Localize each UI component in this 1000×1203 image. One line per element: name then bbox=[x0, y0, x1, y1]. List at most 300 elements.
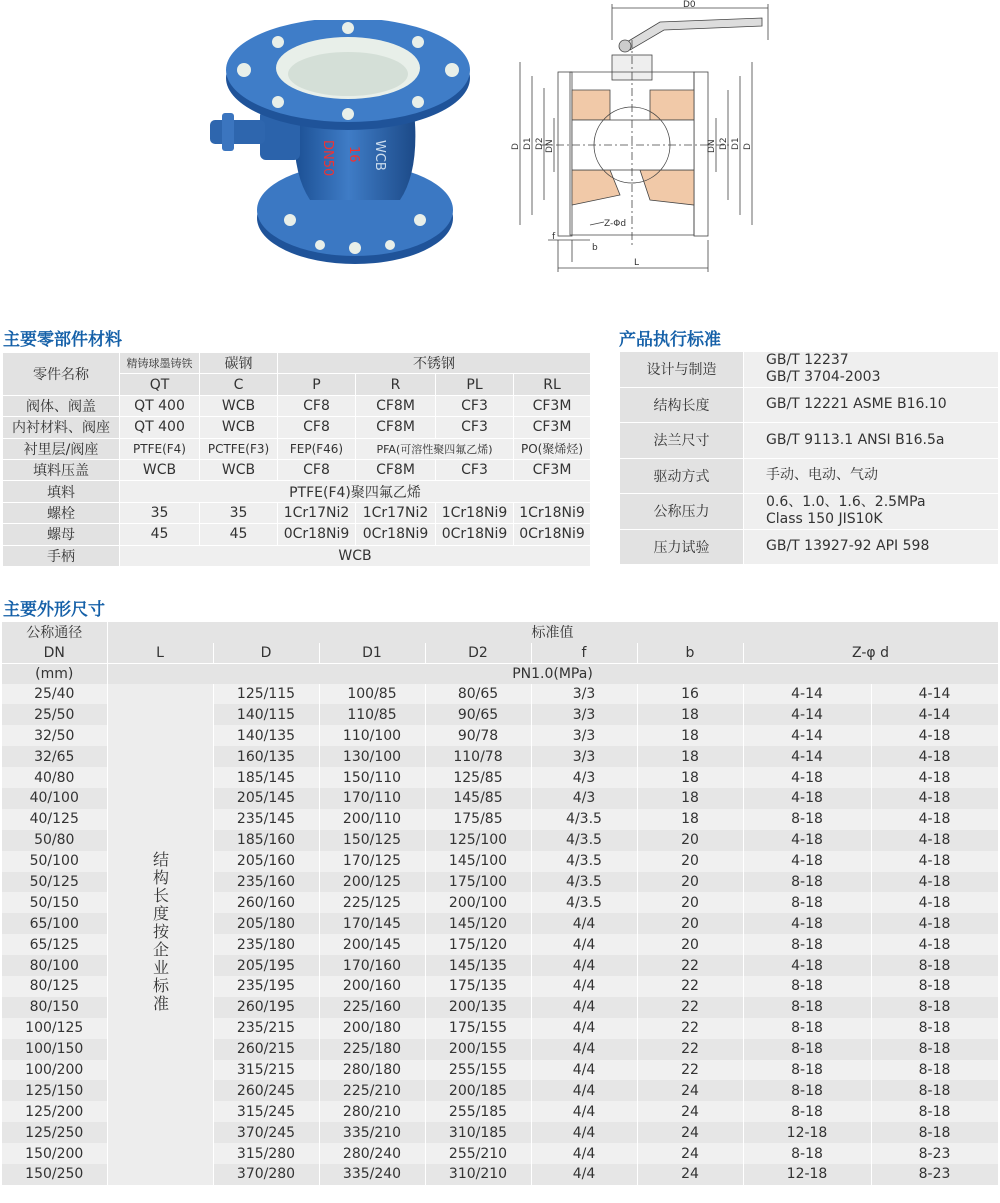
table-cell: 80/100 bbox=[2, 955, 107, 976]
table-cell: 225/160 bbox=[319, 997, 425, 1018]
table-cell: 24 bbox=[637, 1122, 743, 1143]
standard-row bbox=[620, 387, 999, 423]
table-cell: 150/250 bbox=[2, 1164, 107, 1185]
table-cell: 32/50 bbox=[2, 725, 107, 746]
svg-text:D1: D1 bbox=[731, 137, 741, 150]
dimensions-title: 主要外形尺寸 bbox=[3, 600, 105, 620]
cell: 0Cr18Ni9 bbox=[514, 524, 591, 545]
table-cell: 100/125 bbox=[2, 1018, 107, 1039]
table-cell: 4/3.5 bbox=[531, 830, 637, 851]
standards-title: 产品执行标准 bbox=[619, 330, 721, 350]
table-cell: 150/110 bbox=[319, 767, 425, 788]
table-cell: 4/4 bbox=[531, 1164, 637, 1185]
table-cell: 8-18 bbox=[743, 934, 871, 955]
table-cell: 4/3 bbox=[531, 788, 637, 809]
table-cell: 335/240 bbox=[319, 1164, 425, 1185]
table-cell: 125/85 bbox=[425, 767, 531, 788]
table-cell: 315/280 bbox=[213, 1143, 319, 1164]
table-cell: 205/180 bbox=[213, 913, 319, 934]
table-cell: 8-18 bbox=[743, 892, 871, 913]
svg-text:D2: D2 bbox=[719, 137, 729, 150]
table-cell: 175/155 bbox=[425, 1018, 531, 1039]
table-cell: 170/110 bbox=[319, 788, 425, 809]
table-cell: 8-18 bbox=[743, 1143, 871, 1164]
table-cell: 235/195 bbox=[213, 976, 319, 997]
table-cell: 310/185 bbox=[425, 1122, 531, 1143]
cell: CF8 bbox=[278, 459, 356, 480]
standard-value bbox=[744, 352, 999, 388]
svg-text:D: D bbox=[511, 143, 521, 150]
table-cell: 260/195 bbox=[213, 997, 319, 1018]
table-cell: 65/100 bbox=[2, 913, 107, 934]
table-cell: 4-14 bbox=[743, 725, 871, 746]
table-cell: 20 bbox=[637, 830, 743, 851]
table-cell: 8-18 bbox=[743, 1060, 871, 1081]
table-cell: 22 bbox=[637, 997, 743, 1018]
table-cell: 110/100 bbox=[319, 725, 425, 746]
table-cell: 280/180 bbox=[319, 1060, 425, 1081]
table-cell: 205/160 bbox=[213, 851, 319, 872]
head-standard: 标准值 bbox=[107, 622, 998, 643]
table-cell: 8-23 bbox=[871, 1143, 998, 1164]
svg-text:DN: DN bbox=[707, 139, 717, 153]
table-cell: 4-18 bbox=[743, 788, 871, 809]
cell: 0Cr18Ni9 bbox=[436, 524, 514, 545]
table-cell: 280/240 bbox=[319, 1143, 425, 1164]
svg-text:DN50: DN50 bbox=[320, 140, 335, 177]
cell: CF3M bbox=[514, 417, 591, 438]
cell: 45 bbox=[120, 524, 200, 545]
part-name: 螺栓 bbox=[3, 502, 120, 523]
table-cell: 130/100 bbox=[319, 746, 425, 767]
standard-value-line: GB/T 13927-92 API 598 bbox=[766, 538, 930, 555]
table-cell: 18 bbox=[637, 746, 743, 767]
table-cell: 8-18 bbox=[743, 1018, 871, 1039]
cell: PCTFE(F3) bbox=[200, 438, 278, 459]
table-cell: 175/100 bbox=[425, 872, 531, 893]
table-cell: 4-18 bbox=[743, 955, 871, 976]
table-cell: 4-18 bbox=[743, 767, 871, 788]
table-cell: 185/160 bbox=[213, 830, 319, 851]
valve-photo bbox=[200, 20, 490, 275]
standard-value bbox=[744, 529, 999, 565]
table-cell: 185/145 bbox=[213, 767, 319, 788]
material-row bbox=[3, 438, 591, 459]
col-z-phi-d: Z-φ d bbox=[743, 643, 998, 664]
svg-text:D2: D2 bbox=[535, 137, 545, 150]
valve-drawing bbox=[500, 0, 790, 275]
table-cell: 170/125 bbox=[319, 851, 425, 872]
standard-value-line: GB/T 3704-2003 bbox=[766, 369, 881, 386]
standard-value-line: GB/T 12221 ASME B16.10 bbox=[766, 396, 947, 413]
standard-label: 公称压力 bbox=[620, 494, 744, 530]
table-cell: 200/145 bbox=[319, 934, 425, 955]
standard-value-line: 0.6、1.0、1.6、2.5MPa bbox=[766, 494, 926, 511]
table-cell: 205/145 bbox=[213, 788, 319, 809]
cell: 1Cr17Ni2 bbox=[356, 502, 436, 523]
table-cell: 370/245 bbox=[213, 1122, 319, 1143]
table-cell: 8-23 bbox=[871, 1164, 998, 1185]
table-cell: 255/210 bbox=[425, 1143, 531, 1164]
table-cell: 20 bbox=[637, 872, 743, 893]
cell: PTFE(F4) bbox=[120, 438, 200, 459]
materials-table bbox=[2, 352, 591, 567]
table-cell: 8-18 bbox=[743, 872, 871, 893]
cell: CF3 bbox=[436, 395, 514, 416]
table-cell: 80/150 bbox=[2, 997, 107, 1018]
table-cell: 4-14 bbox=[871, 704, 998, 725]
svg-text:L: L bbox=[634, 258, 640, 268]
table-cell: 20 bbox=[637, 851, 743, 872]
standard-value bbox=[744, 494, 999, 530]
material-row bbox=[3, 545, 591, 566]
head-cast: 精铸球墨铸铁 bbox=[120, 353, 200, 374]
table-cell: 315/215 bbox=[213, 1060, 319, 1081]
table-cell: 22 bbox=[637, 1060, 743, 1081]
table-cell: 4-18 bbox=[871, 892, 998, 913]
standard-label: 设计与制造 bbox=[620, 352, 744, 388]
table-cell: 8-18 bbox=[871, 1101, 998, 1122]
table-cell: 4-18 bbox=[871, 746, 998, 767]
standard-label: 法兰尺寸 bbox=[620, 423, 744, 459]
table-cell: 4/4 bbox=[531, 1039, 637, 1060]
table-cell: 3/3 bbox=[531, 704, 637, 725]
col-d2: D2 bbox=[425, 643, 531, 664]
table-cell: 50/100 bbox=[2, 851, 107, 872]
table-cell: 4/3.5 bbox=[531, 892, 637, 913]
cell: 1Cr17Ni2 bbox=[278, 502, 356, 523]
table-cell: 20 bbox=[637, 892, 743, 913]
table-cell: 4-18 bbox=[871, 830, 998, 851]
material-row bbox=[3, 481, 591, 502]
table-cell: 4/4 bbox=[531, 955, 637, 976]
svg-text:b: b bbox=[592, 243, 598, 253]
table-cell: 8-18 bbox=[871, 1122, 998, 1143]
cell: CF3 bbox=[436, 417, 514, 438]
table-cell: 4-18 bbox=[743, 830, 871, 851]
cell: WCB bbox=[200, 395, 278, 416]
table-cell: 4-18 bbox=[871, 851, 998, 872]
table-cell: 50/150 bbox=[2, 892, 107, 913]
cell: CF8M bbox=[356, 417, 436, 438]
code: R bbox=[356, 374, 436, 395]
cell: CF8M bbox=[356, 395, 436, 416]
table-cell: 4/4 bbox=[531, 1060, 637, 1081]
table-cell: 4-18 bbox=[871, 725, 998, 746]
cell: CF8 bbox=[278, 417, 356, 438]
cell: WCB bbox=[120, 545, 591, 566]
table-cell: 255/155 bbox=[425, 1060, 531, 1081]
table-cell: 280/210 bbox=[319, 1101, 425, 1122]
table-cell: 125/200 bbox=[2, 1101, 107, 1122]
table-cell: 18 bbox=[637, 809, 743, 830]
table-cell: 20 bbox=[637, 913, 743, 934]
table-cell: 24 bbox=[637, 1164, 743, 1185]
l-note-cell bbox=[107, 684, 213, 1185]
table-cell: 235/215 bbox=[213, 1018, 319, 1039]
table-cell: 140/115 bbox=[213, 704, 319, 725]
table-cell: 145/135 bbox=[425, 955, 531, 976]
table-cell: 255/185 bbox=[425, 1101, 531, 1122]
table-cell: 25/40 bbox=[2, 684, 107, 705]
table-cell: 4-18 bbox=[871, 788, 998, 809]
table-cell: 3/3 bbox=[531, 746, 637, 767]
table-cell: 260/215 bbox=[213, 1039, 319, 1060]
table-cell: 24 bbox=[637, 1080, 743, 1101]
table-cell: 125/150 bbox=[2, 1080, 107, 1101]
table-cell: 235/180 bbox=[213, 934, 319, 955]
standard-row bbox=[620, 494, 999, 530]
table-cell: 310/210 bbox=[425, 1164, 531, 1185]
part-name: 螺母 bbox=[3, 524, 120, 545]
head-dn: DN bbox=[2, 643, 107, 664]
head-part-name: 零件名称 bbox=[3, 353, 120, 396]
table-cell: 235/160 bbox=[213, 872, 319, 893]
table-cell: 12-18 bbox=[743, 1164, 871, 1185]
code: C bbox=[200, 374, 278, 395]
table-cell: 140/135 bbox=[213, 725, 319, 746]
head-mm: (mm) bbox=[2, 663, 107, 684]
table-cell: 150/200 bbox=[2, 1143, 107, 1164]
table-cell: 150/125 bbox=[319, 830, 425, 851]
table-cell: 260/160 bbox=[213, 892, 319, 913]
part-name: 阀体、阀盖 bbox=[3, 395, 120, 416]
table-cell: 8-18 bbox=[743, 976, 871, 997]
cell: 35 bbox=[120, 502, 200, 523]
table-cell: 100/85 bbox=[319, 684, 425, 705]
cell: 1Cr18Ni9 bbox=[436, 502, 514, 523]
table-cell: 50/80 bbox=[2, 830, 107, 851]
col-d: D bbox=[213, 643, 319, 664]
head-carbon: 碳钢 bbox=[200, 353, 278, 374]
table-cell: 4/4 bbox=[531, 934, 637, 955]
table-cell: 110/85 bbox=[319, 704, 425, 725]
table-cell: 8-18 bbox=[743, 1080, 871, 1101]
table-cell: 225/180 bbox=[319, 1039, 425, 1060]
part-name: 手柄 bbox=[3, 545, 120, 566]
valve-drawing-svg bbox=[500, 0, 790, 275]
table-cell: 50/125 bbox=[2, 872, 107, 893]
cell: 45 bbox=[200, 524, 278, 545]
table-cell: 4-14 bbox=[871, 684, 998, 705]
table-cell: 200/160 bbox=[319, 976, 425, 997]
table-cell: 22 bbox=[637, 955, 743, 976]
table-cell: 8-18 bbox=[743, 809, 871, 830]
table-cell: 24 bbox=[637, 1143, 743, 1164]
code: RL bbox=[514, 374, 591, 395]
valve-photo-svg bbox=[200, 20, 490, 275]
cell: 35 bbox=[200, 502, 278, 523]
head-nominal: 公称通径 bbox=[2, 622, 107, 643]
part-name: 填料 bbox=[3, 481, 120, 502]
svg-text:DN: DN bbox=[545, 139, 555, 153]
table-cell: 8-18 bbox=[871, 1018, 998, 1039]
table-cell: 22 bbox=[637, 976, 743, 997]
col-b: b bbox=[637, 643, 743, 664]
table-cell: 65/125 bbox=[2, 934, 107, 955]
standard-row bbox=[620, 529, 999, 565]
table-cell: 40/125 bbox=[2, 809, 107, 830]
material-row bbox=[3, 524, 591, 545]
table-cell: 4-18 bbox=[743, 913, 871, 934]
materials-title: 主要零部件材料 bbox=[3, 330, 122, 350]
cell: WCB bbox=[200, 459, 278, 480]
table-cell: 8-18 bbox=[743, 997, 871, 1018]
table-cell: 200/180 bbox=[319, 1018, 425, 1039]
table-cell: 18 bbox=[637, 767, 743, 788]
standard-value-line: Class 150 JIS10K bbox=[766, 511, 883, 528]
col-l: L bbox=[107, 643, 213, 664]
table-row bbox=[2, 684, 998, 705]
table-cell: 80/65 bbox=[425, 684, 531, 705]
cell: CF3M bbox=[514, 395, 591, 416]
head-stainless: 不锈钢 bbox=[278, 353, 591, 374]
table-cell: 175/120 bbox=[425, 934, 531, 955]
col-d1: D1 bbox=[319, 643, 425, 664]
table-cell: 200/100 bbox=[425, 892, 531, 913]
table-cell: 8-18 bbox=[871, 955, 998, 976]
table-cell: 18 bbox=[637, 704, 743, 725]
table-cell: 175/85 bbox=[425, 809, 531, 830]
standard-value-line: GB/T 12237 bbox=[766, 352, 849, 369]
standards-table bbox=[619, 351, 999, 565]
material-row bbox=[3, 395, 591, 416]
standard-value bbox=[744, 423, 999, 459]
standard-value-line: 手动、电动、气动 bbox=[766, 467, 878, 484]
label-d0: D0 bbox=[683, 0, 696, 10]
standard-value-line: GB/T 9113.1 ANSI B16.5a bbox=[766, 431, 945, 448]
table-cell: 100/150 bbox=[2, 1039, 107, 1060]
cell: 1Cr18Ni9 bbox=[514, 502, 591, 523]
svg-text:Z-Φd: Z-Φd bbox=[604, 219, 627, 229]
table-cell: 4/3.5 bbox=[531, 809, 637, 830]
table-cell: 4/3 bbox=[531, 767, 637, 788]
svg-text:WCB: WCB bbox=[372, 140, 387, 171]
cell: 0Cr18Ni9 bbox=[356, 524, 436, 545]
table-cell: 20 bbox=[637, 934, 743, 955]
cell: PTFE(F4)聚四氟乙烯 bbox=[120, 481, 591, 502]
cell: PO(聚烯烃) bbox=[514, 438, 591, 459]
material-row bbox=[3, 459, 591, 480]
table-cell: 80/125 bbox=[2, 976, 107, 997]
table-cell: 18 bbox=[637, 788, 743, 809]
table-cell: 4-18 bbox=[743, 851, 871, 872]
code: PL bbox=[436, 374, 514, 395]
table-cell: 25/50 bbox=[2, 704, 107, 725]
table-cell: 200/125 bbox=[319, 872, 425, 893]
table-cell: 175/135 bbox=[425, 976, 531, 997]
table-cell: 315/245 bbox=[213, 1101, 319, 1122]
table-cell: 4/4 bbox=[531, 997, 637, 1018]
table-cell: 4-14 bbox=[743, 684, 871, 705]
table-cell: 4-18 bbox=[871, 872, 998, 893]
table-cell: 4/3.5 bbox=[531, 872, 637, 893]
table-cell: 90/78 bbox=[425, 725, 531, 746]
table-cell: 8-18 bbox=[743, 1101, 871, 1122]
table-cell: 4/4 bbox=[531, 1143, 637, 1164]
dimensions-table bbox=[2, 622, 999, 1185]
code: P bbox=[278, 374, 356, 395]
cell: WCB bbox=[120, 459, 200, 480]
svg-text:D1: D1 bbox=[523, 137, 533, 150]
code: QT bbox=[120, 374, 200, 395]
table-cell: 200/110 bbox=[319, 809, 425, 830]
table-cell: 235/145 bbox=[213, 809, 319, 830]
standard-row bbox=[620, 458, 999, 494]
cell: CF8 bbox=[278, 395, 356, 416]
standard-row bbox=[620, 423, 999, 459]
table-cell: 8-18 bbox=[871, 1060, 998, 1081]
cell: QT 400 bbox=[120, 417, 200, 438]
standard-row bbox=[620, 352, 999, 388]
table-cell: 200/155 bbox=[425, 1039, 531, 1060]
table-cell: 125/250 bbox=[2, 1122, 107, 1143]
table-cell: 22 bbox=[637, 1039, 743, 1060]
pressure-label: PN1.0(MPa) bbox=[107, 663, 998, 684]
table-cell: 24 bbox=[637, 1101, 743, 1122]
part-name: 填料压盖 bbox=[3, 459, 120, 480]
table-cell: 4/4 bbox=[531, 1080, 637, 1101]
table-cell: 8-18 bbox=[871, 976, 998, 997]
table-cell: 4-18 bbox=[871, 809, 998, 830]
cell: QT 400 bbox=[120, 395, 200, 416]
table-cell: 170/145 bbox=[319, 913, 425, 934]
table-cell: 4-18 bbox=[871, 934, 998, 955]
table-cell: 4/4 bbox=[531, 1018, 637, 1039]
table-cell: 22 bbox=[637, 1018, 743, 1039]
cell: PFA(可溶性聚四氟乙烯) bbox=[356, 438, 514, 459]
table-cell: 40/100 bbox=[2, 788, 107, 809]
table-cell: 8-18 bbox=[871, 997, 998, 1018]
cell: CF3 bbox=[436, 459, 514, 480]
part-name: 衬里层/阀座 bbox=[3, 438, 120, 459]
table-cell: 260/245 bbox=[213, 1080, 319, 1101]
svg-text:16: 16 bbox=[346, 146, 361, 163]
table-cell: 100/200 bbox=[2, 1060, 107, 1081]
table-cell: 125/100 bbox=[425, 830, 531, 851]
table-cell: 225/210 bbox=[319, 1080, 425, 1101]
table-cell: 3/3 bbox=[531, 684, 637, 705]
standard-value bbox=[744, 387, 999, 423]
col-f: f bbox=[531, 643, 637, 664]
table-cell: 4/3.5 bbox=[531, 851, 637, 872]
standard-label: 结构长度 bbox=[620, 387, 744, 423]
table-cell: 4/4 bbox=[531, 976, 637, 997]
table-cell: 205/195 bbox=[213, 955, 319, 976]
table-cell: 4-14 bbox=[743, 704, 871, 725]
material-row bbox=[3, 417, 591, 438]
material-row bbox=[3, 502, 591, 523]
table-cell: 32/65 bbox=[2, 746, 107, 767]
table-cell: 16 bbox=[637, 684, 743, 705]
standard-label: 压力试验 bbox=[620, 529, 744, 565]
table-cell: 145/85 bbox=[425, 788, 531, 809]
svg-text:f: f bbox=[552, 232, 556, 242]
standard-label: 驱动方式 bbox=[620, 458, 744, 494]
table-cell: 335/210 bbox=[319, 1122, 425, 1143]
table-cell: 4/4 bbox=[531, 1122, 637, 1143]
table-cell: 225/125 bbox=[319, 892, 425, 913]
table-cell: 40/80 bbox=[2, 767, 107, 788]
table-cell: 145/120 bbox=[425, 913, 531, 934]
table-cell: 125/115 bbox=[213, 684, 319, 705]
table-cell: 18 bbox=[637, 725, 743, 746]
table-cell: 110/78 bbox=[425, 746, 531, 767]
cell: 0Cr18Ni9 bbox=[278, 524, 356, 545]
table-cell: 90/65 bbox=[425, 704, 531, 725]
table-cell: 4/4 bbox=[531, 1101, 637, 1122]
table-cell: 200/185 bbox=[425, 1080, 531, 1101]
